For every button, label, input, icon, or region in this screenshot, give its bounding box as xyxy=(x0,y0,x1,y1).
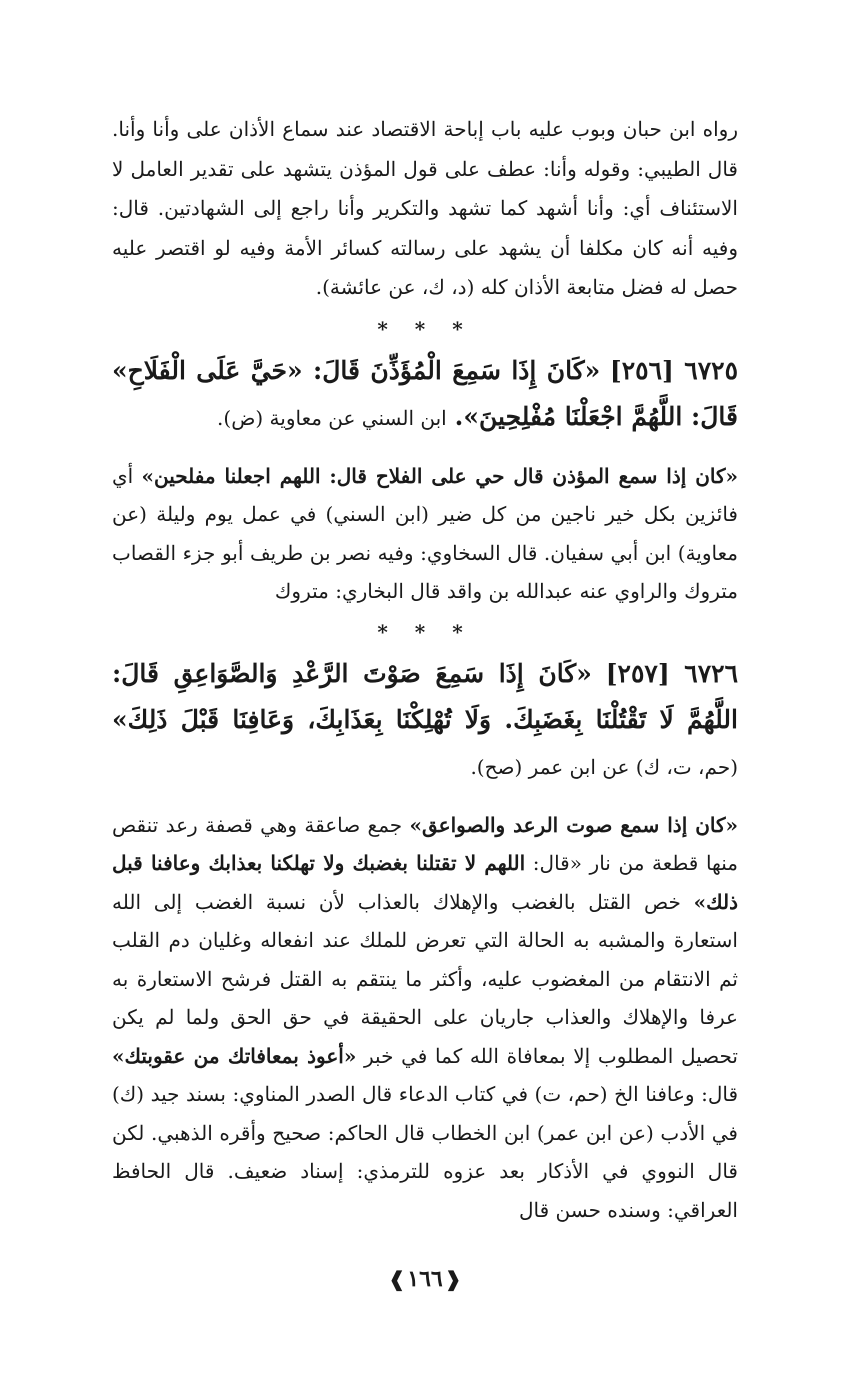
hadith-number: ٦٧٢٥ [٢٥٦] xyxy=(609,355,738,385)
commentary-quote: «أعوذ بمعافاتك من عقوبتك» xyxy=(112,1043,357,1068)
ornament-icon: ❰ xyxy=(444,1267,462,1291)
section-separator: * * * xyxy=(377,316,473,341)
hadith-source: (حم، ت، ك) عن ابن عمر (صح). xyxy=(470,754,738,779)
section-separator-2: * * * xyxy=(377,619,473,644)
commentary-text: جمع صاعقة وهي قصفة رعد تنقص منها قطعة من نار «قال: xyxy=(112,812,739,875)
hadith-source: ابن السني عن معاوية (ض). xyxy=(217,405,447,430)
commentary-lead: «كان إذا سمع صوت الرعد والصواعق» xyxy=(409,812,739,837)
commentary-6726 xyxy=(112,806,738,1230)
hadith-6725 xyxy=(112,348,738,441)
hadith-number: ٦٧٢٦ [٢٥٧] xyxy=(605,658,738,688)
top-paragraph: رواه ابن حبان وبوب عليه باب إباحة الاقتصاد عند سماع الأذان على وأنا وأنا. قال الطيبي: وقوله وأنا: عطف على قول المؤذن يتشهد على تقدير العامل لا الاستئناف أي: وأنا أشهد كما تشهد والتكرير وأنا راجع إلى الشهادتين. قال: وفيه أنه كان مكلفا أن يشهد على رسالته كسائر الأمة وفيه لو اقتصر عليه حصل له فضل متابعة الأذان كله (د، ك، عن عائشة). xyxy=(112,117,738,299)
commentary-text: قال: وعافنا الخ (حم، ت) في كتاب الدعاء قال الصدر المناوي: بسند جيد (ك) في الأدب (عن ابن عمر) ابن الخطاب قال الحاكم: صحيح وأقره الذهبي. لكن قال النووي في الأذكار بعد عزوه للترمذي: إسناد ضعيف. قال الحافظ العراقي: وسنده حسن قال xyxy=(112,1082,738,1222)
commentary-lead: «كان إذا سمع المؤذن قال حي على الفلاح قال: اللهم اجعلنا مفلحين» xyxy=(141,463,738,488)
commentary-text: أي فائزين بكل خير ناجين من كل ضير (ابن السني) في عمل يوم وليلة (عن معاوية) ابن أبي سفيان. قال السخاوي: وفيه نصر بن طريف أبو جزء القصاب متروك والراوي عنه عبدالله بن واقد قال البخاري: متروك xyxy=(112,463,738,603)
hadith-text: «كَانَ إِذَا سَمِعَ صَوْتَ الرَّعْدِ وَالصَّوَاعِقِ قَالَ: اللَّهُمَّ لَا تَقْتُلْنَا بِغَضَبِكَ. وَلَا تُهْلِكْنَا بِعَذَابِكَ، وَعَافِنَا قَبْلَ ذَلِكَ» xyxy=(112,658,738,734)
commentary-quote: اللهم لا تقتلنا بغضبك ولا تهلكنا بعذابك وعافنا قبل ذلك» xyxy=(112,851,738,914)
commentary-text: خص القتل بالغضب والإهلاك بالعذاب لأن نسبة الغضب إلى الله استعارة والمشبه به الحالة التي تعرض للملك عند انفعاله وغليان دم القلب ثم الانتقام من المغضوب عليه، وأكثر ما ينتقم به القتل فرشح الاستعارة به عرفا والإهلاك والعذاب جاريان على الحقيقة في حق الحق ولما لم يكن تحصيل المطلوب إلا بمعافاة الله كما في خبر xyxy=(112,889,738,1068)
hadith-6726 xyxy=(112,651,738,790)
ornament-icon: ❱ xyxy=(388,1267,406,1291)
page-number xyxy=(0,1266,850,1292)
commentary-6725 xyxy=(112,457,738,611)
hadith-text: «كَانَ إِذَا سَمِعَ الْمُؤَذِّنَ قَالَ: «حَيَّ عَلَى الْفَلَاحِ» قَالَ: اللَّهُمَّ اجْعَلْنَا مُفْلِحِينَ». xyxy=(112,355,738,431)
page-number-text: ١٦٦ xyxy=(407,1266,443,1292)
